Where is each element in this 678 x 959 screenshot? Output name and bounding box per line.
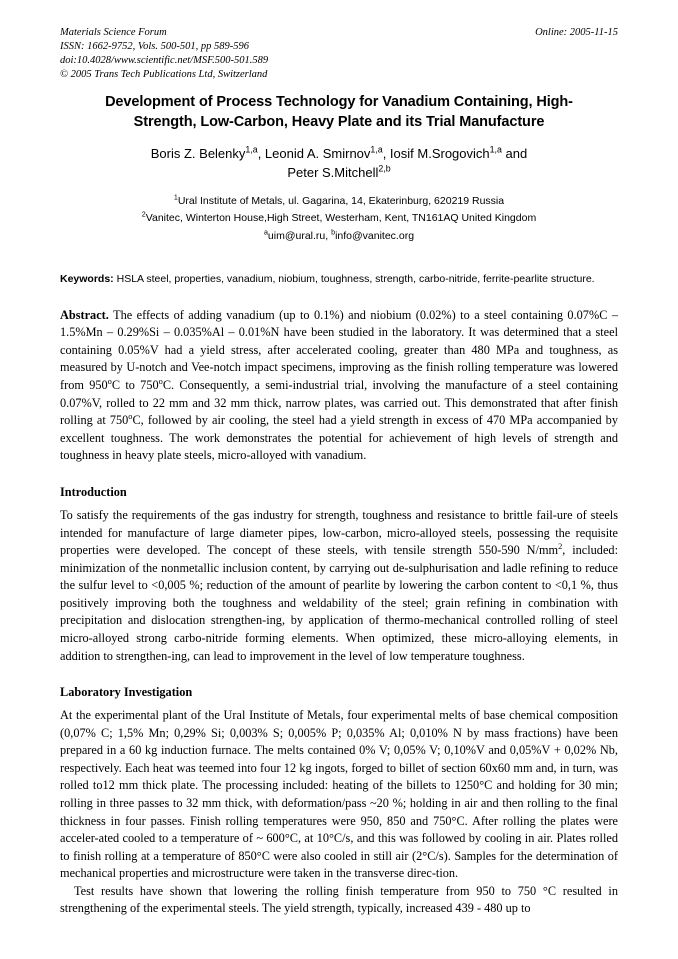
abstract-degree-3: o <box>128 412 133 422</box>
paragraph-text-part-1: At the experimental plant of the Ural Institute of Metals, four experimental melts of base chemical composition (0,07% C; 1,5% Mn; 0,29% Si; 0,003% S; 0,005% P; 0,035% Al; 0,010% N by mass fractions) have been prepared in a 60 kg induction furnace. The melts contained 0% V; 0,05% V; 0,10%V and 0,05%V + 0,02% Nb, respectively. Each heat was teemed into four 12 kg ingots, forged to billet of section 60x60 mm and, in turn, was rolled to12 mm thick plate. The processing included: heating of the billets to 1250°C and holding for 30 min; rolling in three passes to 32 mm thick, with deformation/pass ~20 %; holding in air and then rolling to the final thickness in four passes. Finish rolling temperatures were 950, 850 and 750°C. After rolling the plates were acceler-ated cooled to a temperature of ~ 600°C, at 10°C/s, and this was followed by cooling in air. Plates rolled to finish rolling at a temperature of 850°C were also cooled in still air (2°C/s). Samples for the determination of mechanical properties and microstructure were taken in the transverse direc-tion. <box>60 708 618 881</box>
affiliation-1-mark: 1 <box>173 193 178 202</box>
affiliation-2 <box>60 210 618 227</box>
journal-name: Materials Science Forum <box>60 27 167 38</box>
affiliation-2-mark: 2 <box>141 210 146 219</box>
contact-emails <box>60 228 618 245</box>
author-3: , Iosif M.Srogovich <box>382 145 490 161</box>
abstract-part-1: The effects of adding vanadium (up to 0.1%) and niobium (0.02%) to a steel containing 0.07%C – 1.5%Mn – 0.29%Si – 0.035%Al – 0.01%N have been studied in the laboratory. It was determined that a steel containing 0.05%V had a yield stress, after accelerated cooling, greater than 480 MPa and toughness, as measured by U-notch and Vee-notch impact specimens, improving as the finish rolling temperature was lowered from 950 <box>60 307 618 393</box>
paragraph-text-part-2: , included: minimization of the nonmetallic inclusion content, by carrying out de-sulphurisation and ladle refining to reduce the sulfur level to <0,005 %; reduction of the amount of pearlite by lowering the carbon content to <0,1 %, thus positively improving both the toughness and weldability of the steel; grain refining in combination with precipitation and dislocation strengthen-ing, by application of thermo-mechanical controlled rolling of steel micro-alloyed strong carbo-nitride forming elements. When optimized, these micro-alloying elements, in addition to strengthen-ing, can lead to improvement in the level of low temperature toughness. <box>60 543 618 663</box>
author-1: Boris Z. Belenky <box>150 145 246 161</box>
email-1-mark: a <box>263 228 268 237</box>
paragraph-lab-1 <box>60 707 618 883</box>
copyright-line: © 2005 Trans Tech Publications Ltd, Switzerland <box>60 68 268 80</box>
affiliation-1-text: Ural Institute of Metals, ul. Gagarina, 14, Ekaterinburg, 620219 Russia <box>177 194 505 207</box>
email-2-mark: b <box>331 228 336 237</box>
author-2: , Leonid A. Smirnov <box>257 145 371 161</box>
affiliation-2-text: Vanitec, Winterton House,High Street, Westerham, Kent, TN161AQ United Kingdom <box>145 211 537 224</box>
author-4: Peter S.Mitchell <box>287 165 379 181</box>
keywords-label: Keywords: <box>60 272 114 285</box>
abstract-degree-1: o <box>107 376 112 386</box>
email-2: info@vanitec.org <box>335 230 415 243</box>
keywords-text: HSLA steel, properties, vanadium, niobium, toughness, strength, carbo-nitride, ferrite-pearlite structure. <box>113 272 595 285</box>
page-title <box>60 93 618 132</box>
email-1: uim@ural.ru, <box>267 230 332 243</box>
paragraph-text-part-1: Test results have shown that lowering the rolling finish temperature from 950 to 750 °C resulted in strengthening of the experimental steels. The yield strength, typically, increased 439 - 480 up to <box>60 883 618 916</box>
author-list <box>60 144 618 183</box>
author-3-affil-mark: 1,a <box>489 144 502 155</box>
doi-line: doi:10.4028/www.scientific.net/MSF.500-501.589 <box>60 54 269 66</box>
author-4-affil-mark: 2,b <box>378 163 391 174</box>
abstract-degree-2: o <box>158 376 163 386</box>
keywords-block <box>60 272 618 287</box>
journal-header <box>60 26 618 81</box>
author-1-affil-mark: 1,a <box>245 144 258 155</box>
author-conjunction: and <box>501 145 528 161</box>
affiliation-1 <box>60 193 618 210</box>
abstract-block <box>60 307 618 465</box>
paragraph-text-part-1: To satisfy the requirements of the gas industry for strength, toughness and resistance to brittle fail-ure of steels intended for manufacture of large diameter pipes, low-carbon, micro-alloyed steels, possessing the requisite properties were developed. The concept of these steels, with tensile strength 550-590 N/mm <box>60 507 618 558</box>
abstract-part-4: C, followed by air cooling, the steel had a yield strength in excess of 470 MPa accompanied by excellent toughness. The work demonstrates the potential for achievement of high levels of strength and toughness in heavy plate steels, micro-alloyed with vanadium. <box>60 413 618 463</box>
paragraph-superscript-1: 2 <box>558 541 563 551</box>
title-line-1: Development of Process Technology for Vanadium Containing, High- <box>105 94 573 111</box>
title-line-2: Strength, Low-Carbon, Heavy Plate and its Trial Manufacture <box>133 114 545 130</box>
abstract-part-2: C to 750 <box>111 378 159 393</box>
author-2-affil-mark: 1,a <box>370 144 383 155</box>
abstract-label: Abstract. <box>60 307 109 322</box>
affiliations <box>60 193 618 246</box>
paragraph-lab-2 <box>60 883 618 918</box>
online-date: Online: 2005-11-15 <box>535 27 618 38</box>
abstract-part-3: C. Consequently, a semi-industrial trial, involving the manufacture of a steel containing 0.07%V, rolled to 22 mm and 32 mm thick, narrow plates, was carried out. This demonstrated that after finish rolling at 750 <box>60 378 618 428</box>
paragraph-introduction-1 <box>60 507 618 665</box>
issn-line: ISSN: 1662-9752, Vols. 500-501, pp 589-596 <box>60 40 249 52</box>
section-heading-laboratory-investigation: Laboratory Investigation <box>60 685 193 700</box>
section-heading-introduction: Introduction <box>60 484 127 499</box>
